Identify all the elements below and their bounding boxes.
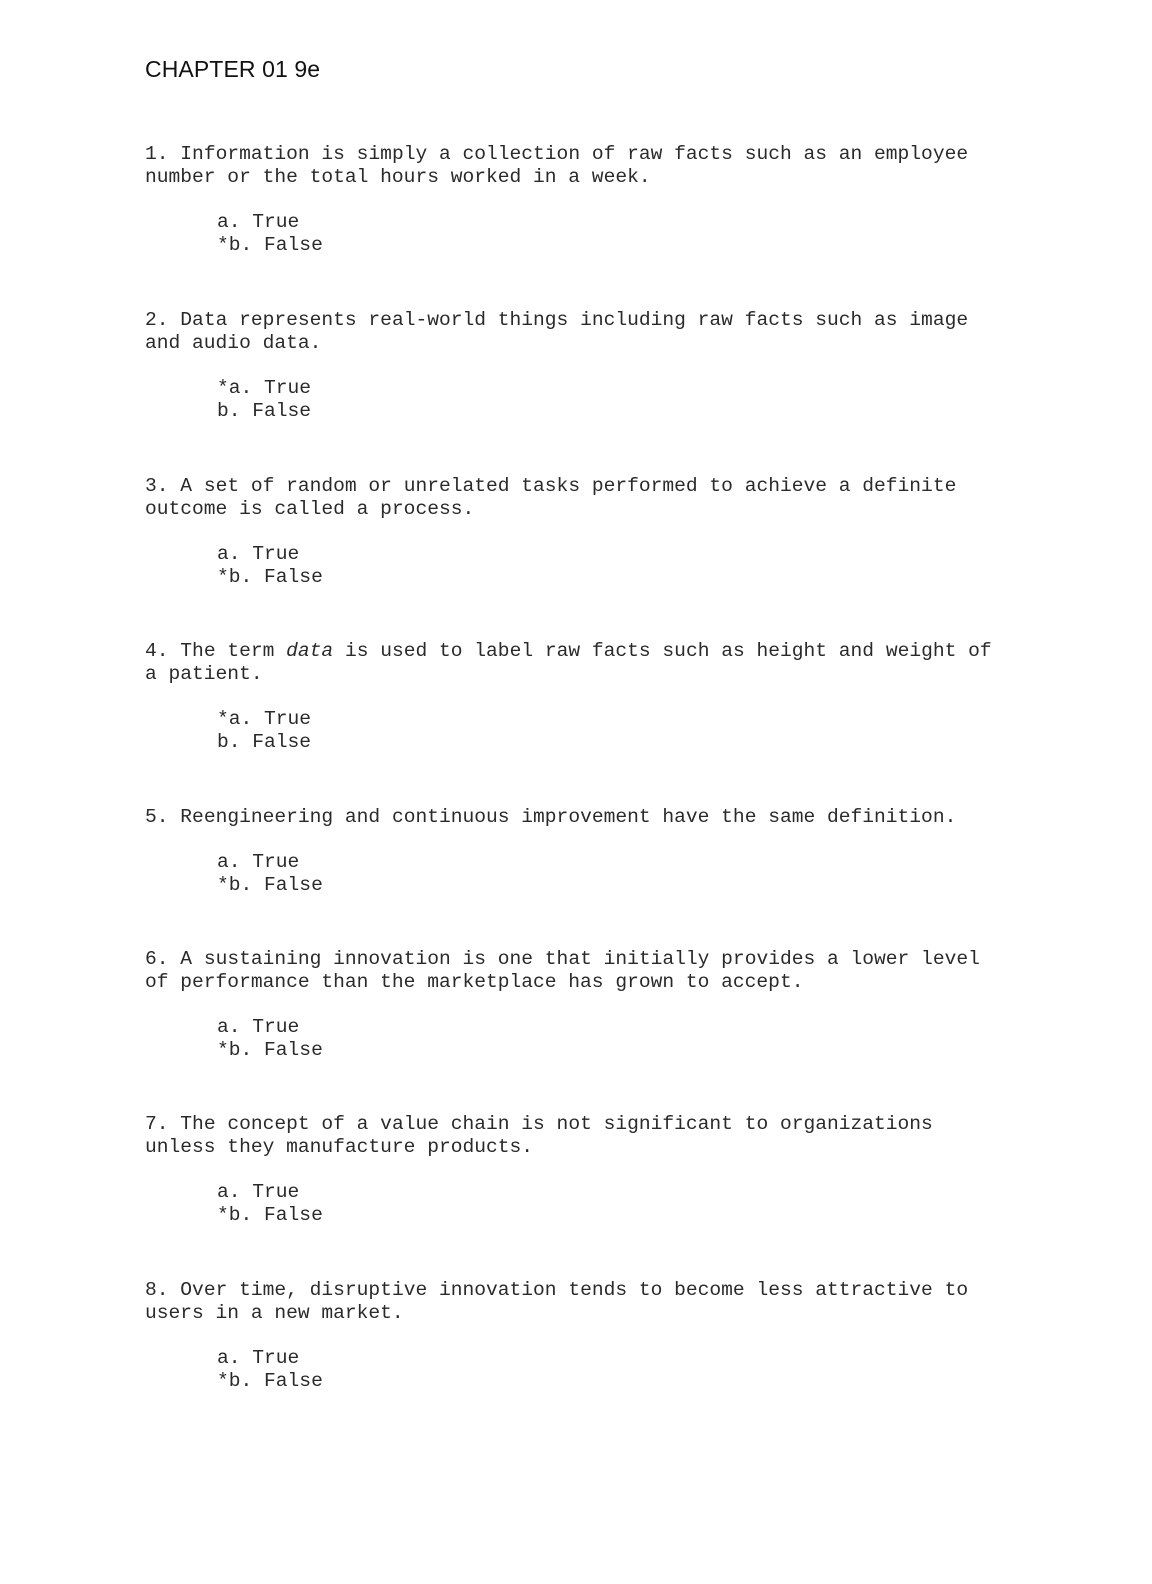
answer-options [145,851,1015,897]
page-title: CHAPTER 01 9e [145,56,321,82]
question-item [145,1279,1015,1393]
answer-option-a: a. True [217,543,300,565]
answer-option-a: a. True [217,211,300,233]
answer-option-b: *b. False [217,1370,323,1392]
answer-option-b: *b. False [217,1039,323,1061]
question-stem-start: The term [180,640,275,662]
answer-options [145,543,1015,589]
question-text [145,475,1015,521]
answer-option-a: a. True [217,851,300,873]
question-stem: Information is simply a collection of raw facts such as an employee number or the total hours worked in a week. [145,143,980,188]
answer-option-b: *b. False [217,566,323,588]
question-stem: Reengineering and continuous improvement have the same definition. [180,806,957,828]
question-text [145,948,1015,994]
question-text [145,143,1015,189]
question-text [145,640,1015,686]
question-number: 8. [145,1279,169,1301]
question-item [145,640,1015,754]
question-number: 4. [145,640,169,662]
answer-option-a: a. True [217,1347,300,1369]
question-item [145,948,1015,1062]
question-item [145,475,1015,589]
answer-options [145,1016,1015,1062]
answer-option-b: *b. False [217,1204,323,1226]
question-stem: Data represents real-world things including raw facts such as image and audio data. [145,309,980,354]
answer-option-a: *a. True [217,377,312,399]
answer-option-b: b. False [217,731,312,753]
question-text [145,1113,1015,1159]
question-text [145,1279,1015,1325]
answer-option-a: a. True [217,1016,300,1038]
question-item [145,143,1015,257]
answer-options [145,708,1015,754]
answer-option-b: b. False [217,400,312,422]
question-number: 2. [145,309,169,331]
question-text [145,309,1015,355]
answer-option-a: *a. True [217,708,312,730]
answer-options [145,377,1015,423]
question-stem-end: is used to label raw facts such as height and weight of a patient. [145,640,1004,685]
question-number: 3. [145,475,169,497]
question-number: 6. [145,948,169,970]
answer-options [145,1181,1015,1227]
question-number: 5. [145,806,169,828]
question-text [145,806,1015,829]
question-number: 7. [145,1113,169,1135]
question-item [145,806,1015,897]
question-item [145,1113,1015,1227]
question-stem: A set of random or unrelated tasks performed to achieve a definite outcome is called a process. [145,475,969,520]
question-stem: A sustaining innovation is one that initially provides a lower level of performance than the marketplace has grown to accept. [145,948,992,993]
question-term: data [286,640,334,662]
answer-options [145,211,1015,257]
question-item [145,309,1015,423]
answer-option-b: *b. False [217,874,323,896]
question-stem: The concept of a value chain is not significant to organizations unless they manufacture products. [145,1113,945,1158]
answer-option-a: a. True [217,1181,300,1203]
question-number: 1. [145,143,169,165]
answer-option-b: *b. False [217,234,323,256]
question-stem: Over time, disruptive innovation tends to become less attractive to users in a new market. [145,1279,980,1324]
answer-options [145,1347,1015,1393]
